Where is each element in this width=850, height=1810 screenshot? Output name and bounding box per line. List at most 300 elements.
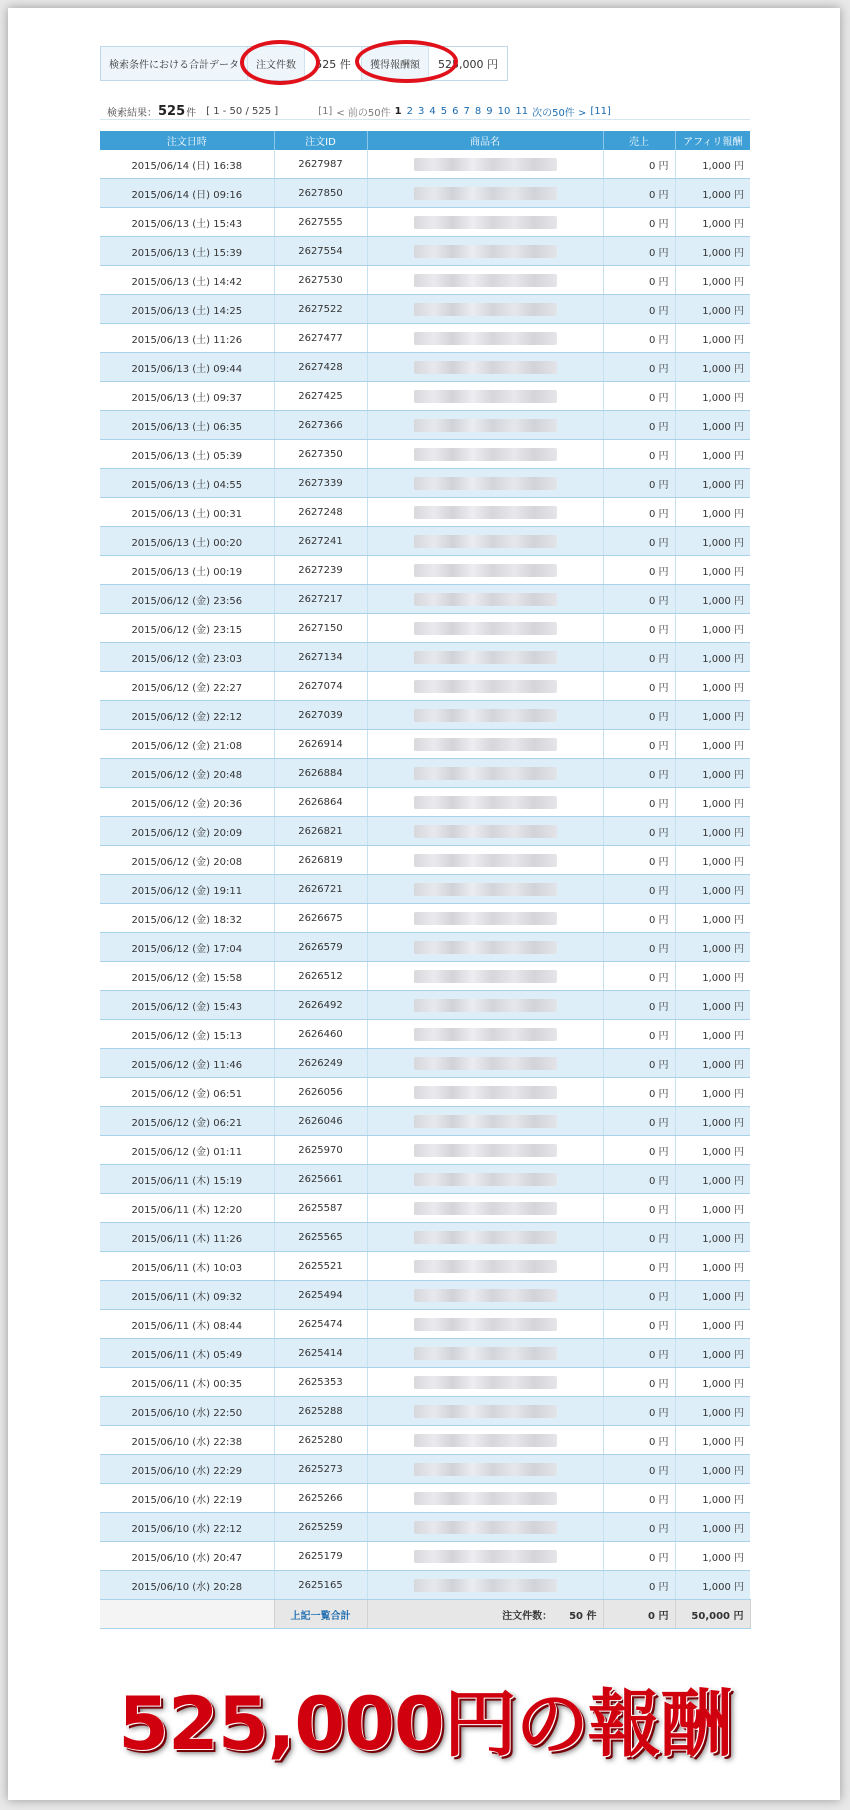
product-name-redacted bbox=[414, 1173, 557, 1186]
product-name-redacted bbox=[414, 1579, 557, 1592]
row-date: 2015/06/10 (水) 22:50 bbox=[100, 1397, 274, 1426]
row-product-name bbox=[367, 1252, 603, 1281]
row-reward: 1,000 円 bbox=[675, 585, 750, 614]
pager-next[interactable]: 次の50件 > bbox=[532, 107, 587, 119]
product-name-redacted bbox=[414, 854, 557, 867]
row-order-id: 2627241 bbox=[274, 527, 367, 556]
table-row bbox=[100, 1107, 750, 1136]
row-sales: 0 円 bbox=[603, 875, 675, 904]
row-product-name bbox=[367, 411, 603, 440]
table-row bbox=[100, 701, 750, 730]
row-date: 2015/06/13 (土) 04:55 bbox=[100, 469, 274, 498]
row-reward: 1,000 円 bbox=[675, 1252, 750, 1281]
row-product-name bbox=[367, 962, 603, 991]
row-date: 2015/06/11 (木) 09:32 bbox=[100, 1281, 274, 1310]
row-date: 2015/06/10 (水) 22:19 bbox=[100, 1484, 274, 1513]
product-name-redacted bbox=[414, 622, 557, 635]
row-order-id: 2626721 bbox=[274, 875, 367, 904]
row-reward: 1,000 円 bbox=[675, 817, 750, 846]
row-date: 2015/06/12 (金) 11:46 bbox=[100, 1049, 274, 1078]
reward-total-value: 525,000 円 bbox=[429, 47, 507, 80]
header-affiliate-reward[interactable]: アフィリ報酬 bbox=[675, 131, 750, 150]
table-row bbox=[100, 962, 750, 991]
product-name-redacted bbox=[414, 448, 557, 461]
results-bar bbox=[107, 103, 757, 119]
row-reward: 1,000 円 bbox=[675, 1136, 750, 1165]
row-reward: 1,000 円 bbox=[675, 411, 750, 440]
total-sales: 0 円 bbox=[603, 1600, 675, 1629]
pager-prev: < 前の50件 bbox=[336, 107, 391, 119]
row-date: 2015/06/13 (土) 11:26 bbox=[100, 324, 274, 353]
row-date: 2015/06/13 (土) 09:37 bbox=[100, 382, 274, 411]
row-reward: 1,000 円 bbox=[675, 846, 750, 875]
row-sales: 0 円 bbox=[603, 469, 675, 498]
row-order-id: 2625280 bbox=[274, 1426, 367, 1455]
row-product-name bbox=[367, 788, 603, 817]
row-product-name bbox=[367, 556, 603, 585]
header-order-id[interactable]: 注文ID bbox=[274, 131, 367, 150]
table-row bbox=[100, 991, 750, 1020]
row-reward: 1,000 円 bbox=[675, 1426, 750, 1455]
product-name-redacted bbox=[414, 1057, 557, 1070]
results-count: 525 bbox=[158, 103, 186, 119]
row-product-name bbox=[367, 817, 603, 846]
table-row bbox=[100, 1542, 750, 1571]
row-order-id: 2627477 bbox=[274, 324, 367, 353]
pager-page-4[interactable]: 4 bbox=[429, 105, 436, 117]
table-row bbox=[100, 614, 750, 643]
row-date: 2015/06/11 (木) 10:03 bbox=[100, 1252, 274, 1281]
results-unit: 件 bbox=[186, 107, 197, 119]
product-name-redacted bbox=[414, 245, 557, 258]
row-date: 2015/06/12 (金) 20:36 bbox=[100, 788, 274, 817]
product-name-redacted bbox=[414, 477, 557, 490]
row-product-name bbox=[367, 1165, 603, 1194]
table-row bbox=[100, 150, 750, 179]
row-reward: 1,000 円 bbox=[675, 1194, 750, 1223]
row-order-id: 2626819 bbox=[274, 846, 367, 875]
row-order-id: 2626046 bbox=[274, 1107, 367, 1136]
product-name-redacted bbox=[414, 564, 557, 577]
table-row bbox=[100, 353, 750, 382]
row-product-name bbox=[367, 237, 603, 266]
order-count-label: 注文件数 bbox=[248, 47, 305, 80]
product-name-redacted bbox=[414, 1260, 557, 1273]
row-order-id: 2627555 bbox=[274, 208, 367, 237]
total-link[interactable]: 上記一覧合計 bbox=[274, 1600, 367, 1629]
table-row bbox=[100, 1310, 750, 1339]
product-name-redacted bbox=[414, 593, 557, 606]
row-order-id: 2625587 bbox=[274, 1194, 367, 1223]
row-order-id: 2626056 bbox=[274, 1078, 367, 1107]
row-date: 2015/06/12 (金) 19:11 bbox=[100, 875, 274, 904]
row-product-name bbox=[367, 266, 603, 295]
row-reward: 1,000 円 bbox=[675, 1339, 750, 1368]
table-row bbox=[100, 1484, 750, 1513]
row-reward: 1,000 円 bbox=[675, 1020, 750, 1049]
row-order-id: 2626492 bbox=[274, 991, 367, 1020]
row-order-id: 2627339 bbox=[274, 469, 367, 498]
row-sales: 0 円 bbox=[603, 295, 675, 324]
product-name-redacted bbox=[414, 999, 557, 1012]
total-count-cell bbox=[367, 1600, 603, 1629]
pager-page-8[interactable]: 8 bbox=[474, 105, 482, 117]
row-product-name bbox=[367, 440, 603, 469]
table-row bbox=[100, 237, 750, 266]
row-order-id: 2625414 bbox=[274, 1339, 367, 1368]
row-order-id: 2625259 bbox=[274, 1513, 367, 1542]
table-row bbox=[100, 1049, 750, 1078]
product-name-redacted bbox=[414, 1376, 557, 1389]
highlight-circle-reward bbox=[355, 40, 458, 83]
row-date: 2015/06/12 (金) 17:04 bbox=[100, 933, 274, 962]
pager-page-7[interactable]: 7 bbox=[463, 105, 470, 117]
row-date: 2015/06/12 (金) 23:03 bbox=[100, 643, 274, 672]
table-row bbox=[100, 411, 750, 440]
pagination bbox=[318, 104, 611, 119]
row-reward: 1,000 円 bbox=[675, 614, 750, 643]
row-sales: 0 円 bbox=[603, 1339, 675, 1368]
row-date: 2015/06/13 (土) 00:31 bbox=[100, 498, 274, 527]
row-date: 2015/06/13 (土) 06:35 bbox=[100, 411, 274, 440]
table-row bbox=[100, 1252, 750, 1281]
product-name-redacted bbox=[414, 1318, 557, 1331]
row-order-id: 2627039 bbox=[274, 701, 367, 730]
row-product-name bbox=[367, 295, 603, 324]
row-reward: 1,000 円 bbox=[675, 1397, 750, 1426]
row-product-name bbox=[367, 498, 603, 527]
row-product-name bbox=[367, 991, 603, 1020]
table-row bbox=[100, 904, 750, 933]
orders-table bbox=[100, 131, 751, 1629]
table-row bbox=[100, 817, 750, 846]
pager-first[interactable]: [1] bbox=[318, 105, 333, 117]
row-product-name bbox=[367, 1339, 603, 1368]
row-product-name bbox=[367, 904, 603, 933]
row-order-id: 2626460 bbox=[274, 1020, 367, 1049]
row-product-name bbox=[367, 1020, 603, 1049]
row-date: 2015/06/12 (金) 23:56 bbox=[100, 585, 274, 614]
table-total-row bbox=[100, 1600, 750, 1629]
header-order-date[interactable]: 注文日時 bbox=[100, 131, 274, 150]
pager-page-6[interactable]: 6 bbox=[452, 105, 459, 117]
row-product-name bbox=[367, 1194, 603, 1223]
row-sales: 0 円 bbox=[603, 643, 675, 672]
row-date: 2015/06/11 (木) 11:26 bbox=[100, 1223, 274, 1252]
row-product-name bbox=[367, 585, 603, 614]
product-name-redacted bbox=[414, 1347, 557, 1360]
row-sales: 0 円 bbox=[603, 991, 675, 1020]
row-product-name bbox=[367, 614, 603, 643]
row-date: 2015/06/13 (土) 00:19 bbox=[100, 556, 274, 585]
row-order-id: 2625494 bbox=[274, 1281, 367, 1310]
pager-page-3[interactable]: 3 bbox=[417, 105, 425, 117]
product-name-redacted bbox=[414, 796, 557, 809]
table-row bbox=[100, 1339, 750, 1368]
row-reward: 1,000 円 bbox=[675, 991, 750, 1020]
row-product-name bbox=[367, 1223, 603, 1252]
header-product-name[interactable]: 商品名 bbox=[367, 131, 603, 150]
row-reward: 1,000 円 bbox=[675, 701, 750, 730]
row-sales: 0 円 bbox=[603, 266, 675, 295]
row-reward: 1,000 円 bbox=[675, 962, 750, 991]
row-date: 2015/06/12 (金) 20:48 bbox=[100, 759, 274, 788]
row-product-name bbox=[367, 875, 603, 904]
product-name-redacted bbox=[414, 651, 557, 664]
table-row bbox=[100, 1194, 750, 1223]
row-reward: 1,000 円 bbox=[675, 324, 750, 353]
row-sales: 0 円 bbox=[603, 1571, 675, 1600]
row-reward: 1,000 円 bbox=[675, 498, 750, 527]
pager-page-9[interactable]: 9 bbox=[486, 105, 493, 117]
table-row bbox=[100, 1078, 750, 1107]
row-sales: 0 円 bbox=[603, 788, 675, 817]
product-name-redacted bbox=[414, 1463, 557, 1476]
product-name-redacted bbox=[414, 1144, 557, 1157]
row-order-id: 2626675 bbox=[274, 904, 367, 933]
product-name-redacted bbox=[414, 912, 557, 925]
row-reward: 1,000 円 bbox=[675, 179, 750, 208]
row-order-id: 2626512 bbox=[274, 962, 367, 991]
row-sales: 0 円 bbox=[603, 411, 675, 440]
row-product-name bbox=[367, 933, 603, 962]
product-name-redacted bbox=[414, 187, 557, 200]
row-sales: 0 円 bbox=[603, 1281, 675, 1310]
row-product-name bbox=[367, 1136, 603, 1165]
row-order-id: 2625165 bbox=[274, 1571, 367, 1600]
row-sales: 0 円 bbox=[603, 904, 675, 933]
row-sales: 0 円 bbox=[603, 730, 675, 759]
row-product-name bbox=[367, 701, 603, 730]
row-sales: 0 円 bbox=[603, 672, 675, 701]
row-order-id: 2627134 bbox=[274, 643, 367, 672]
product-name-redacted bbox=[414, 680, 557, 693]
row-sales: 0 円 bbox=[603, 1107, 675, 1136]
total-count-label: 注文件数： bbox=[502, 1610, 553, 1622]
row-sales: 0 円 bbox=[603, 498, 675, 527]
row-sales: 0 円 bbox=[603, 1020, 675, 1049]
row-date: 2015/06/12 (金) 15:13 bbox=[100, 1020, 274, 1049]
row-product-name bbox=[367, 1571, 603, 1600]
pager-page-10[interactable]: 10 bbox=[497, 105, 511, 117]
row-sales: 0 円 bbox=[603, 556, 675, 585]
row-order-id: 2626864 bbox=[274, 788, 367, 817]
product-name-redacted bbox=[414, 1521, 557, 1534]
product-name-redacted bbox=[414, 1028, 557, 1041]
product-name-redacted bbox=[414, 158, 557, 171]
row-reward: 1,000 円 bbox=[675, 1513, 750, 1542]
pager-page-2[interactable]: 2 bbox=[406, 105, 413, 117]
row-sales: 0 円 bbox=[603, 817, 675, 846]
row-reward: 1,000 円 bbox=[675, 1049, 750, 1078]
pager-page-11[interactable]: 11 bbox=[515, 105, 529, 117]
product-name-redacted bbox=[414, 1434, 557, 1447]
reward-total-label: 獲得報酬額 bbox=[362, 47, 429, 80]
row-reward: 1,000 円 bbox=[675, 730, 750, 759]
table-row bbox=[100, 933, 750, 962]
row-sales: 0 円 bbox=[603, 237, 675, 266]
row-order-id: 2626914 bbox=[274, 730, 367, 759]
row-reward: 1,000 円 bbox=[675, 1368, 750, 1397]
table-row bbox=[100, 382, 750, 411]
row-reward: 1,000 円 bbox=[675, 440, 750, 469]
table-row bbox=[100, 527, 750, 556]
row-product-name bbox=[367, 1513, 603, 1542]
row-order-id: 2625521 bbox=[274, 1252, 367, 1281]
product-name-redacted bbox=[414, 825, 557, 838]
row-sales: 0 円 bbox=[603, 846, 675, 875]
row-sales: 0 円 bbox=[603, 1455, 675, 1484]
results-range: [ 1 - 50 / 525 ] bbox=[206, 105, 279, 117]
row-order-id: 2626821 bbox=[274, 817, 367, 846]
row-order-id: 2627366 bbox=[274, 411, 367, 440]
row-date: 2015/06/12 (金) 21:08 bbox=[100, 730, 274, 759]
results-divider bbox=[100, 119, 750, 120]
total-count-value: 50 件 bbox=[569, 1610, 597, 1622]
row-product-name bbox=[367, 382, 603, 411]
total-reward: 50,000 円 bbox=[675, 1600, 750, 1629]
table-header-row bbox=[100, 131, 750, 150]
row-date: 2015/06/11 (木) 15:19 bbox=[100, 1165, 274, 1194]
row-reward: 1,000 円 bbox=[675, 150, 750, 179]
product-name-redacted bbox=[414, 1289, 557, 1302]
row-sales: 0 円 bbox=[603, 1426, 675, 1455]
row-date: 2015/06/10 (水) 20:28 bbox=[100, 1571, 274, 1600]
table-row bbox=[100, 585, 750, 614]
reward-caption: 525,000円の報酬 bbox=[118, 1682, 732, 1767]
row-sales: 0 円 bbox=[603, 1513, 675, 1542]
product-name-redacted bbox=[414, 1405, 557, 1418]
table-row bbox=[100, 1020, 750, 1049]
row-date: 2015/06/10 (水) 22:38 bbox=[100, 1426, 274, 1455]
table-row bbox=[100, 266, 750, 295]
results-label: 検索結果： bbox=[107, 107, 157, 119]
row-reward: 1,000 円 bbox=[675, 556, 750, 585]
table-row bbox=[100, 208, 750, 237]
row-reward: 1,000 円 bbox=[675, 353, 750, 382]
product-name-redacted bbox=[414, 1202, 557, 1215]
row-product-name bbox=[367, 1107, 603, 1136]
row-order-id: 2627428 bbox=[274, 353, 367, 382]
pager-last[interactable]: [11] bbox=[590, 105, 611, 117]
row-order-id: 2627530 bbox=[274, 266, 367, 295]
row-sales: 0 円 bbox=[603, 324, 675, 353]
product-name-redacted bbox=[414, 506, 557, 519]
row-date: 2015/06/12 (金) 06:51 bbox=[100, 1078, 274, 1107]
row-sales: 0 円 bbox=[603, 585, 675, 614]
row-sales: 0 円 bbox=[603, 1136, 675, 1165]
table-row bbox=[100, 730, 750, 759]
row-product-name bbox=[367, 672, 603, 701]
row-sales: 0 円 bbox=[603, 1368, 675, 1397]
row-product-name bbox=[367, 469, 603, 498]
row-reward: 1,000 円 bbox=[675, 1165, 750, 1194]
product-name-redacted bbox=[414, 1086, 557, 1099]
row-product-name bbox=[367, 1397, 603, 1426]
row-date: 2015/06/14 (日) 16:38 bbox=[100, 150, 274, 179]
row-sales: 0 円 bbox=[603, 1049, 675, 1078]
row-sales: 0 円 bbox=[603, 527, 675, 556]
row-reward: 1,000 円 bbox=[675, 1223, 750, 1252]
row-order-id: 2627850 bbox=[274, 179, 367, 208]
product-name-redacted bbox=[414, 1115, 557, 1128]
row-reward: 1,000 円 bbox=[675, 1107, 750, 1136]
row-product-name bbox=[367, 1281, 603, 1310]
product-name-redacted bbox=[414, 1550, 557, 1563]
row-reward: 1,000 円 bbox=[675, 469, 750, 498]
row-date: 2015/06/12 (金) 20:09 bbox=[100, 817, 274, 846]
row-order-id: 2626249 bbox=[274, 1049, 367, 1078]
row-product-name bbox=[367, 846, 603, 875]
product-name-redacted bbox=[414, 709, 557, 722]
row-order-id: 2625288 bbox=[274, 1397, 367, 1426]
row-sales: 0 円 bbox=[603, 701, 675, 730]
row-sales: 0 円 bbox=[603, 1484, 675, 1513]
row-order-id: 2625970 bbox=[274, 1136, 367, 1165]
product-name-redacted bbox=[414, 738, 557, 751]
row-sales: 0 円 bbox=[603, 1542, 675, 1571]
row-reward: 1,000 円 bbox=[675, 904, 750, 933]
row-reward: 1,000 円 bbox=[675, 295, 750, 324]
row-product-name bbox=[367, 759, 603, 788]
row-reward: 1,000 円 bbox=[675, 237, 750, 266]
row-product-name bbox=[367, 730, 603, 759]
pager-page-5[interactable]: 5 bbox=[440, 105, 448, 117]
row-reward: 1,000 円 bbox=[675, 1571, 750, 1600]
table-row bbox=[100, 788, 750, 817]
row-product-name bbox=[367, 643, 603, 672]
row-reward: 1,000 円 bbox=[675, 1310, 750, 1339]
row-date: 2015/06/12 (金) 23:15 bbox=[100, 614, 274, 643]
header-sales[interactable]: 売上 bbox=[603, 131, 675, 150]
table-row bbox=[100, 324, 750, 353]
row-reward: 1,000 円 bbox=[675, 788, 750, 817]
row-date: 2015/06/13 (土) 14:25 bbox=[100, 295, 274, 324]
row-order-id: 2625266 bbox=[274, 1484, 367, 1513]
row-order-id: 2627350 bbox=[274, 440, 367, 469]
table-row bbox=[100, 1426, 750, 1455]
table-row bbox=[100, 469, 750, 498]
row-order-id: 2627425 bbox=[274, 382, 367, 411]
row-sales: 0 円 bbox=[603, 208, 675, 237]
row-sales: 0 円 bbox=[603, 962, 675, 991]
table-row bbox=[100, 1513, 750, 1542]
table-row bbox=[100, 875, 750, 904]
product-name-redacted bbox=[414, 332, 557, 345]
row-order-id: 2626579 bbox=[274, 933, 367, 962]
row-sales: 0 円 bbox=[603, 1310, 675, 1339]
row-date: 2015/06/10 (水) 22:12 bbox=[100, 1513, 274, 1542]
table-row bbox=[100, 498, 750, 527]
row-order-id: 2625474 bbox=[274, 1310, 367, 1339]
product-name-redacted bbox=[414, 535, 557, 548]
row-reward: 1,000 円 bbox=[675, 208, 750, 237]
row-date: 2015/06/10 (水) 22:29 bbox=[100, 1455, 274, 1484]
table-body bbox=[100, 150, 750, 1629]
row-order-id: 2627217 bbox=[274, 585, 367, 614]
row-sales: 0 円 bbox=[603, 1252, 675, 1281]
row-date: 2015/06/11 (木) 12:20 bbox=[100, 1194, 274, 1223]
row-product-name bbox=[367, 1078, 603, 1107]
row-reward: 1,000 円 bbox=[675, 759, 750, 788]
row-sales: 0 円 bbox=[603, 382, 675, 411]
row-reward: 1,000 円 bbox=[675, 1455, 750, 1484]
row-sales: 0 円 bbox=[603, 614, 675, 643]
row-date: 2015/06/12 (金) 18:32 bbox=[100, 904, 274, 933]
row-order-id: 2627239 bbox=[274, 556, 367, 585]
row-sales: 0 円 bbox=[603, 933, 675, 962]
product-name-redacted bbox=[414, 274, 557, 287]
